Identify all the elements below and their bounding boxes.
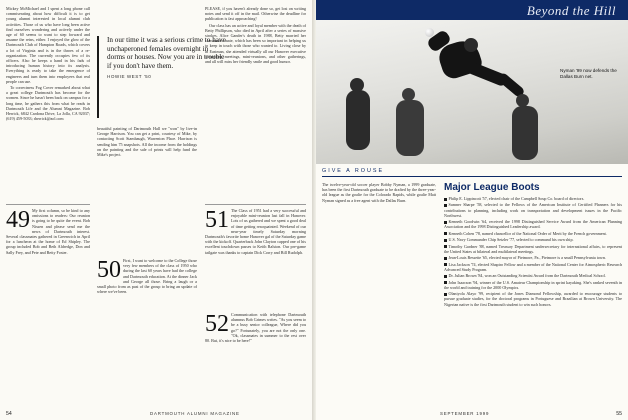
col1-bottom: To correctness Fog Cover remarked about what a great college Dartmouth has become for the women. Since he hasn't been back on campus for a long time, he gathers this from what he reads in Dartmouth Life and the Alumni Magazine. Bob Herrick, 6842 Cardona Drive, La Jolla, CA 92037; (619) 459-5033; rherrick@aol.com <box>6 85 90 122</box>
section-title: Beyond the Hill <box>526 3 616 18</box>
right-intro-column <box>322 182 436 408</box>
player-head <box>350 78 364 92</box>
list-item: Timothy Gardner '88, named Treasury Department undersecretary for international affairs, to represent the United States at bilateral and multilateral meetings. <box>444 243 622 254</box>
player-head <box>516 94 529 107</box>
page-number-left: 54 <box>6 411 12 417</box>
left-column-1 <box>6 6 90 202</box>
section-divider <box>322 176 622 177</box>
bullet-square-icon <box>444 263 447 266</box>
col1-mid: Mickey McMichael and I spent a long phone call commiserating about how difficult it is to get young alumni interested in local alumni club activities. Those of us who have long been active find ourselves wondering and actively under the age of 60 seems to want to step forward and assume the reins, either. I enjoyed the glow of the Dartmouth Club of Hampton Roads, which covers a lot of Virginia and is in the throes of a re-organization. The currently occupies few of its officers. Also he keeps a hand in his fads of introducing human history into its analysis. Everything is ready to take the emergence of engineers and turn them into employees that real people can use. <box>6 6 90 84</box>
player-silhouette <box>396 100 424 156</box>
class-52-column <box>205 312 306 406</box>
bullet-square-icon <box>444 204 447 207</box>
class-year-49: 49 <box>6 208 30 233</box>
divider <box>205 204 306 205</box>
give-a-rouse-label: GIVE A ROUSE <box>322 168 385 174</box>
photo-caption: Nyman '99 now defends the Dallas Burn net. <box>560 68 617 79</box>
col3-top: PLEASE, if you haven't already done so, get lost on writing notes and send it off in the mail. Otherwise the deadline for publication is fast approaching! <box>205 6 306 22</box>
class-year-52: 52 <box>205 312 229 337</box>
left-page <box>0 0 312 420</box>
list-item: Dr. Julian Brown '84, won an Outstanding Scientist Award from the Dartmouth Medical School. <box>444 273 622 278</box>
list-item: Philip E. Lippincott '57, elected chair of the Campbell Soup Co. board of directors. <box>444 196 622 201</box>
bullet-square-icon <box>444 293 447 296</box>
right-page <box>316 0 628 420</box>
honors-list <box>444 196 622 408</box>
col3-body: Our class has an active and loyal member with the death of Betty Phillipson, who died in April after a series of massive strokes. Alice Gander's death in 1988, Betty married her classmate's mate, which has been so important in helping us to keep in touch with those who wanted to. Living close by in Eastman, she attended virtually all our Hanover executive committee meetings, mini-reunions, and other gatherings, and all will miss her friendly smile and good humor. <box>205 22 306 65</box>
divider <box>6 204 90 205</box>
class-51-text: The Class of 1951 had a very successful and enjoyable mini-reunion last fall in Hanover. Lots of us gathered and we spent a good deal of time getting reacquainted. Weekend of our near-year timely Saturday morning Dartmouth's favorite home Hanover gal of the Saturday game with the kickoff. Quarterback John Clayton capped one of his excellent touchdown passes to Keith Ralston. Our pre-game tailgate was thanks to captain Dick Corry and Bill Rudolph. <box>205 208 306 255</box>
bullet-square-icon <box>444 257 447 260</box>
player-head <box>402 88 415 101</box>
class-51-column <box>205 208 306 308</box>
bullet-square-icon <box>444 275 447 278</box>
left-column-3 <box>205 6 306 202</box>
class-50-text: First, I want to welcome to the College those very few members of the class of 1950 who during the last 60 years have had the college and Dartmouth education. At the dinner Jack and George all those. Bring a laugh or a small photo from as past of the group to bring an update of where we've been. <box>97 258 197 295</box>
pull-quote-attribution: HOWIE WEST '50 <box>107 74 152 80</box>
col2-body: beautiful painting of Dartmouth Hall we "won" by live-in George Harrison. You can get a print, courtesy of Mike, by contacting Scott Stambaugh, Warrenton Place. Harrison is sending him 75 snapshots. All the income from the holdings on the painting and the sale of prints will help fund the Mike's project. <box>97 126 197 158</box>
bullet-square-icon <box>444 281 447 284</box>
list-item: Lisa Jackson '74, elected Shapiro Fellow and a member of the National Center for Atmospheric Research Advanced Study Program. <box>444 261 622 272</box>
bullet-square-icon <box>444 239 447 242</box>
list-item: U.S. Navy Commander Chip Setzler '77, selected to command his own ship. <box>444 237 622 242</box>
list-item: Jean-Louis Bessette '65, elected mayor of Pietmore, Pa., Pietmore is a small Pennsylvania town. <box>444 255 622 260</box>
footer-left: DARTMOUTH ALUMNI MAGAZINE <box>150 411 240 416</box>
goalkeeper-head <box>464 38 478 52</box>
headline: Major League Boots <box>444 182 540 193</box>
soccer-photo <box>316 20 628 164</box>
class-year-50: 50 <box>97 258 121 283</box>
intro-text: The twelve-year-old soccer player Bobby Nyman, a 1999 graduate, has been the first Dartmouth graduate to be drafted by the three-year-old league as the goalie for the Colorado Rapids, while goalie Matt Nyman signed as a free agent with the Dallas Burn. <box>322 182 436 203</box>
bullet-square-icon <box>444 245 447 248</box>
list-item: Kenneth Goodwin '64, received the 1998 Distinguished Service Award from the American Planning Association and the 1998 Distinguished Leadership award. <box>444 219 622 230</box>
pull-quote-text: In our time it was a serious crime to have unchaperoned females overnight in dorms or houses. Now you are in trouble if you don't have them. <box>107 36 226 70</box>
player-silhouette <box>512 106 538 160</box>
list-item: Kenneth Cohen '78, named chancellor of the National Order of Merit by the French government. <box>444 231 622 236</box>
class-year-51: 51 <box>205 208 229 233</box>
section-header <box>316 0 628 20</box>
list-item: John Isaacson '94, winner of the U.S. Amateur Championship in sprint kayaking. She's ranked seventh in the world and training for the 2000 Olympics. <box>444 279 622 290</box>
footer-right: SEPTEMBER 1999 <box>440 411 490 416</box>
class-50-column <box>97 258 197 406</box>
class-49-text: My first column, so be kind to any omissions to readers: Our reunion is going to be quite the event. Bob Nissen and please send me the news of Dartmouth interest. Several classmates gathered in Greenwich in April for a luncheon at the home of Ed Shipley. The group included Bob and Beth Aldredge, Don and Sally Frey, and Pete and Betty Foster. <box>6 208 90 255</box>
bullet-square-icon <box>444 198 447 201</box>
page-number-right: 55 <box>616 411 622 417</box>
left-column-2 <box>97 126 197 202</box>
class-52-text: Communication with telephone Dartmouth alumnus Bob Grimes writes. "As you seem to be a busy senior colleague, Where did you go?" Fortunately, you are not the only one. "Ok, classmates in summer to the rest over 80. But, it's nice to be here!" <box>205 312 306 344</box>
class-49-column <box>6 208 90 406</box>
list-item: Sumner Sharpe '58, selected to the Fellows of the American Institute of Certified Planners for his contributions to planning, including work on transportation and development issues in the Pacific Northwest. <box>444 202 622 218</box>
player-silhouette <box>346 90 370 150</box>
bullet-square-icon <box>444 221 447 224</box>
list-item: Olaniyola Alayo '99, recipient of the Jones Diamond Fellowship, awarded to encourage students to pursue graduate studies, for the doctoral programs in Portuguese and Brazilian at Brown University. The Nigerian native is the first Dartmouth student to win such honors. <box>444 291 622 307</box>
bullet-square-icon <box>444 232 447 235</box>
